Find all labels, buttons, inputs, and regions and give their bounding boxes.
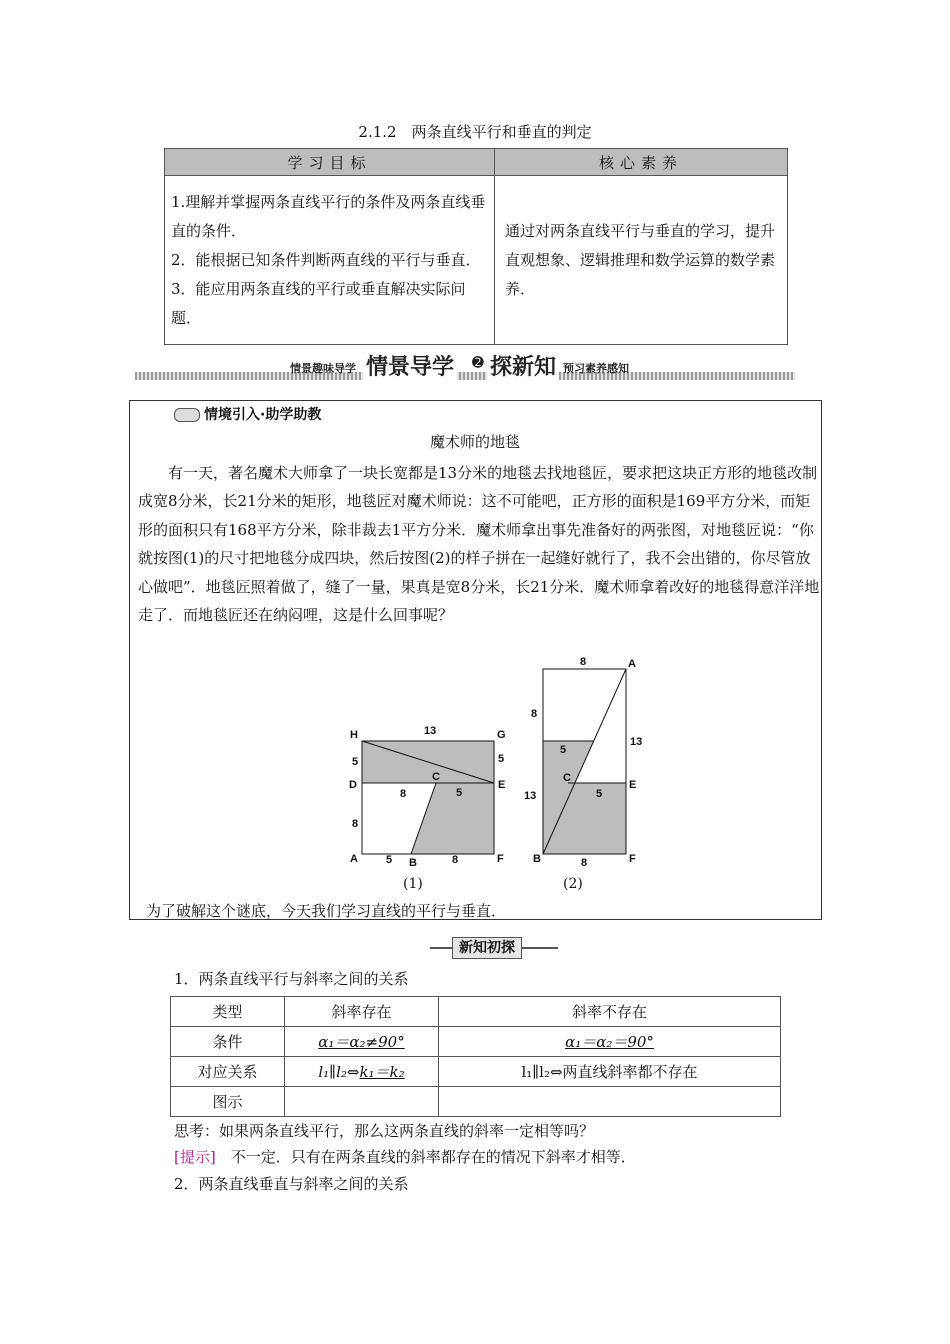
banner-right-small: 预习素养感知 [563,362,629,375]
fig2-dim-right: 13 [630,736,643,748]
banner-main-left: 情景导学 [363,350,457,381]
cell-condition: 条件 [171,1027,285,1057]
fig1-dim-ab: 5 [386,854,393,866]
fig1-point-g: G [497,729,506,741]
parallel-slope-table [170,996,781,1117]
fig2-dim-left-top: 8 [531,708,538,720]
rel-exists-b: k₁＝k₂ [359,1063,405,1081]
rel-exists-a: l₁∥l₂⇔ [318,1063,360,1081]
fig1-point-c: C [432,771,440,783]
fig1-point-f: F [497,853,504,865]
cell-slope-not-exists: 斜率不存在 [439,997,781,1027]
story-text: 有一天，著名魔术大师拿了一块长宽都是13分米的地毯去找地毯匠，要求把这块正方形的地毯改制成宽8分米，长21分米的矩形，地毯匠对魔术师说：这不可能吧，正方形的面积是169平方分米，而矩形的面积只有168平方分米，除非裁去1平方分米．魔术师拿出事先准备好的两张图，对地毯匠说：“你就按图(1)的尺寸把地毯分成四块，然后按图(2)的样子拼在一起缝好就行了，我不会出错的，你尽管放心做吧”．地毯匠照着做了，缝了一量，果真是宽8分米，长21分米．魔术师拿着改好的地毯得意洋洋地走了．而地毯匠还在纳闷哩，这是什么回事呢？ [138,464,820,625]
intro-header [174,404,321,424]
fig1-dim-bf: 8 [452,854,459,866]
objectives-cell [165,176,495,345]
fig1-dim-left-bottom: 8 [352,818,359,830]
fig2-dim-bottom: 8 [581,857,588,869]
cell-diagram: 图示 [171,1087,285,1117]
fig1-point-b: B [409,857,417,869]
carpet-figures [340,650,660,900]
header-objectives: 学习目标 [165,149,495,176]
section-2-heading: 2．两条直线垂直与斜率之间的关系 [174,1175,409,1193]
fig2-dim-ce: 5 [596,788,603,800]
fig1-point-e: E [498,779,506,791]
literacy-cell: 通过对两条直线平行与垂直的学习，提升直观想象、逻辑推理和数学运算的数学素养． [495,176,788,345]
new-knowledge-label: 新知初探 [452,937,522,959]
fig2-dim-top: 8 [580,656,587,668]
fig2-dim-left-bottom: 13 [524,790,537,802]
fig2-dim-inner-5: 5 [560,744,567,756]
fig1-dim-right-top: 5 [498,753,505,765]
header-literacy: 核心素养 [495,149,788,176]
banner-main-right: 探新知 [487,350,559,381]
goal-1: 1.理解并掌握两条直线平行的条件及两条直线垂直的条件． [171,192,486,240]
fig2-point-c: C [563,772,571,784]
fig1-dim-left-top: 5 [352,756,359,768]
fig2-point-a: A [628,658,636,670]
fig1-dim-top: 13 [424,725,437,737]
new-knowledge-label-box [430,937,558,959]
banner-left-small: 情景趣味导学 [290,362,356,375]
intro-icon [174,408,200,422]
goal-3: 3．能应用两条直线的平行或垂直解决实际问题． [171,279,466,327]
banner-stripe [135,372,795,380]
fig1-point-a: A [350,853,358,865]
fig1-point-h: H [350,729,358,741]
cond-exists: α₁＝α₂≠90° [318,1033,405,1051]
think-question: 思考：如果两条直线平行，那么这两条直线的斜率一定相等吗？ [174,1122,595,1140]
rel-not-exists: l₁∥l₂⇔两直线斜率都不存在 [439,1057,781,1087]
diagram-exists [285,1087,439,1117]
goal-2: 2．能根据已知条件判断两直线的平行与垂直． [171,250,481,269]
closing-text: 为了破解这个谜底，今天我们学习直线的平行与垂直． [146,902,507,920]
intro-header-label: 情境引入·助学助教 [204,407,322,423]
section-1-heading: 1．两条直线平行与斜率之间的关系 [174,970,409,988]
fig2-point-e: E [629,779,637,791]
cond-not-exists: α₁＝α₂＝90° [565,1033,654,1051]
fig1-dim-ce: 5 [456,787,463,799]
section-banner [135,350,795,384]
fig1-dim-dc: 8 [400,788,407,800]
figure2-caption: (2) [563,876,583,892]
cell-slope-exists: 斜率存在 [285,997,439,1027]
fig2-point-b: B [533,853,541,865]
objectives-table [164,148,788,345]
section-title: 2.1.2 两条直线平行和垂直的判定 [358,123,592,141]
fig2-point-f: F [629,853,636,865]
hint-tag: [提示] [174,1148,216,1166]
figure1-caption: (1) [403,876,423,892]
cell-relation: 对应关系 [171,1057,285,1087]
hint-line [174,1146,636,1167]
hint-text: 不一定．只有在两条直线的斜率都存在的情况下斜率才相等． [215,1148,636,1166]
cell-type: 类型 [171,997,285,1027]
diagram-not-exists [439,1087,781,1117]
fig1-point-d: D [349,779,357,791]
banner-arrow-icon: ➋ [469,355,487,371]
story-title: 魔术师的地毯 [429,433,520,451]
